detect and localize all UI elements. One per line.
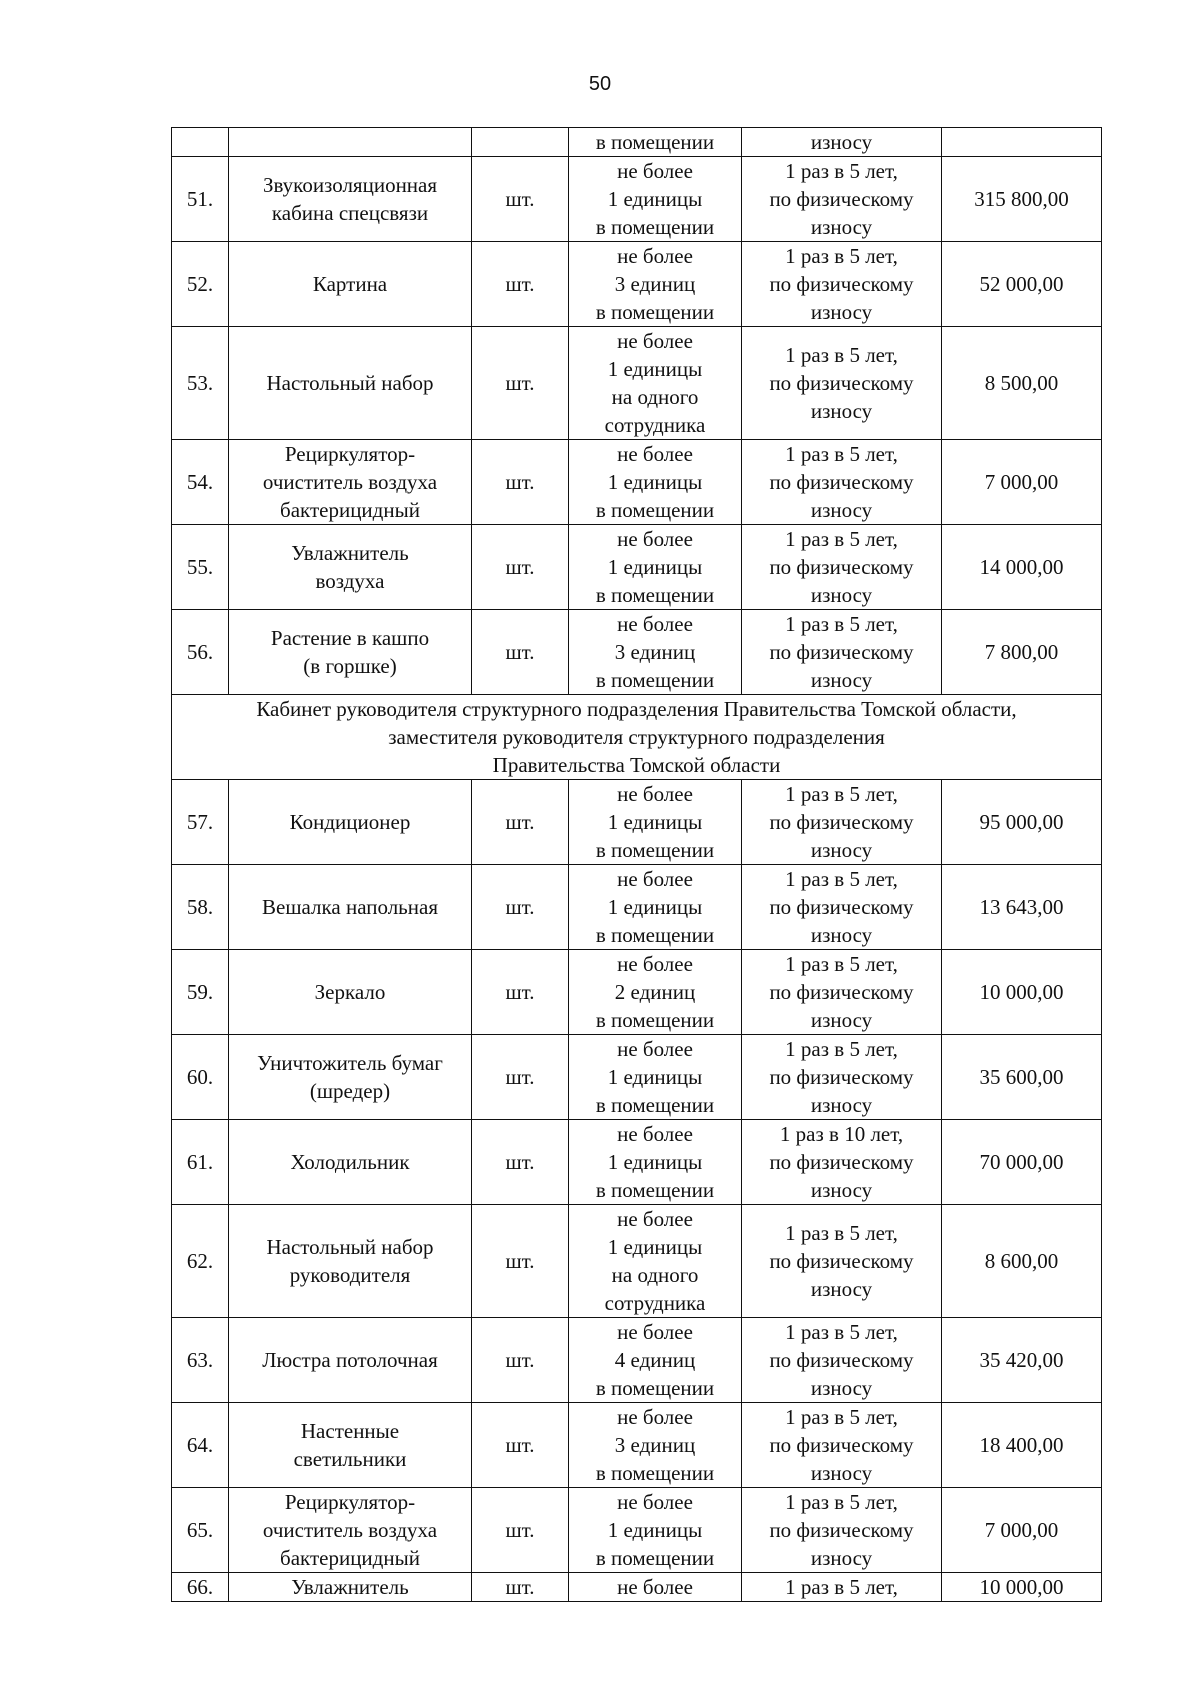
replacement-term: 1 раз в 5 лет, по физическому износу: [742, 440, 942, 525]
replacement-term: 1 раз в 5 лет, по физическому износу: [742, 950, 942, 1035]
replacement-term: 1 раз в 5 лет, по физическому износу: [742, 327, 942, 440]
replacement-term: 1 раз в 5 лет, по физическому износу: [742, 242, 942, 327]
row-number: 55.: [172, 525, 229, 610]
unit: шт.: [472, 1318, 569, 1403]
quantity: не более 4 единиц в помещении: [569, 1318, 742, 1403]
table-row: [172, 865, 1102, 950]
price: [942, 128, 1102, 157]
unit: шт.: [472, 1120, 569, 1205]
row-number: 56.: [172, 610, 229, 695]
replacement-term: 1 раз в 5 лет, по физическому износу: [742, 525, 942, 610]
quantity: не более 1 единицы в помещении: [569, 157, 742, 242]
row-number: 58.: [172, 865, 229, 950]
row-number: 52.: [172, 242, 229, 327]
item-name: Звукоизоляционная кабина спецсвязи: [229, 157, 472, 242]
replacement-term: 1 раз в 5 лет, по физическому износу: [742, 1205, 942, 1318]
quantity: не более 1 единицы в помещении: [569, 780, 742, 865]
unit: шт.: [472, 1035, 569, 1120]
unit: шт.: [472, 1403, 569, 1488]
row-number: 53.: [172, 327, 229, 440]
table-row: [172, 1318, 1102, 1403]
item-name: Настольный набор руководителя: [229, 1205, 472, 1318]
quantity: не более 1 единицы в помещении: [569, 1035, 742, 1120]
unit: шт.: [472, 780, 569, 865]
quantity: не более 1 единицы в помещении: [569, 525, 742, 610]
unit: шт.: [472, 525, 569, 610]
table-row: [172, 1120, 1102, 1205]
item-name: Уничтожитель бумаг (шредер): [229, 1035, 472, 1120]
unit: шт.: [472, 1573, 569, 1602]
row-number: 54.: [172, 440, 229, 525]
table-row: [172, 780, 1102, 865]
unit: шт.: [472, 610, 569, 695]
item-name: Растение в кашпо (в горшке): [229, 610, 472, 695]
table-row: [172, 157, 1102, 242]
quantity: не более 3 единиц в помещении: [569, 610, 742, 695]
row-number: 64.: [172, 1403, 229, 1488]
price: 315 800,00: [942, 157, 1102, 242]
unit: шт.: [472, 157, 569, 242]
item-name: Увлажнитель: [229, 1573, 472, 1602]
row-number: [172, 128, 229, 157]
quantity: не более 1 единицы в помещении: [569, 1120, 742, 1205]
item-name: Холодильник: [229, 1120, 472, 1205]
table-row: [172, 1573, 1102, 1602]
row-number: 65.: [172, 1488, 229, 1573]
replacement-term: 1 раз в 5 лет, по физическому износу: [742, 157, 942, 242]
price: 52 000,00: [942, 242, 1102, 327]
quantity: не более 1 единицы в помещении: [569, 1488, 742, 1573]
item-name: [229, 128, 472, 157]
quantity: в помещении: [569, 128, 742, 157]
replacement-term: 1 раз в 5 лет, по физическому износу: [742, 865, 942, 950]
table-row: [172, 1035, 1102, 1120]
item-name: Зеркало: [229, 950, 472, 1035]
section-row: [172, 695, 1102, 780]
row-number: 61.: [172, 1120, 229, 1205]
price: 10 000,00: [942, 950, 1102, 1035]
row-number: 60.: [172, 1035, 229, 1120]
row-number: 51.: [172, 157, 229, 242]
table-row: [172, 242, 1102, 327]
section-header: [172, 695, 1102, 780]
table-row: [172, 128, 1102, 157]
price: 8 600,00: [942, 1205, 1102, 1318]
quantity: не более 1 единицы на одного сотрудника: [569, 327, 742, 440]
item-name: Картина: [229, 242, 472, 327]
item-name: Рециркулятор- очиститель воздуха бактерицидный: [229, 440, 472, 525]
quantity: не более: [569, 1573, 742, 1602]
price: 7 000,00: [942, 440, 1102, 525]
price: 35 600,00: [942, 1035, 1102, 1120]
price: 14 000,00: [942, 525, 1102, 610]
item-name: Кондиционер: [229, 780, 472, 865]
unit: шт.: [472, 1205, 569, 1318]
quantity: не более 1 единицы в помещении: [569, 440, 742, 525]
price: 95 000,00: [942, 780, 1102, 865]
table-body-after-section: [172, 780, 1102, 1602]
price: 18 400,00: [942, 1403, 1102, 1488]
row-number: 62.: [172, 1205, 229, 1318]
item-name: Люстра потолочная: [229, 1318, 472, 1403]
replacement-term: 1 раз в 5 лет, по физическому износу: [742, 610, 942, 695]
table-row: [172, 327, 1102, 440]
unit: шт.: [472, 1488, 569, 1573]
table-row: [172, 440, 1102, 525]
price: 13 643,00: [942, 865, 1102, 950]
replacement-term: износу: [742, 128, 942, 157]
item-name: Вешалка напольная: [229, 865, 472, 950]
page-number: 50: [588, 73, 612, 95]
unit: [472, 128, 569, 157]
item-name: Настольный набор: [229, 327, 472, 440]
item-name: Настенные светильники: [229, 1403, 472, 1488]
row-number: 63.: [172, 1318, 229, 1403]
table-row: [172, 525, 1102, 610]
replacement-term: 1 раз в 5 лет, по физическому износу: [742, 1318, 942, 1403]
section-title: Кабинет руководителя структурного подразделения Правительства Томской области, заместителя руководителя структурного подразделения Правительства Томской области: [172, 695, 1102, 780]
unit: шт.: [472, 242, 569, 327]
table-row: [172, 950, 1102, 1035]
table-row: [172, 1488, 1102, 1573]
table-row: [172, 610, 1102, 695]
row-number: 57.: [172, 780, 229, 865]
unit: шт.: [472, 865, 569, 950]
price: 70 000,00: [942, 1120, 1102, 1205]
quantity: не более 1 единицы на одного сотрудника: [569, 1205, 742, 1318]
quantity: не более 1 единицы в помещении: [569, 865, 742, 950]
replacement-term: 1 раз в 10 лет, по физическому износу: [742, 1120, 942, 1205]
row-number: 66.: [172, 1573, 229, 1602]
replacement-term: 1 раз в 5 лет, по физическому износу: [742, 1403, 942, 1488]
replacement-term: 1 раз в 5 лет, по физическому износу: [742, 1488, 942, 1573]
replacement-term: 1 раз в 5 лет, по физическому износу: [742, 1035, 942, 1120]
unit: шт.: [472, 327, 569, 440]
unit: шт.: [472, 440, 569, 525]
quantity: не более 3 единиц в помещении: [569, 1403, 742, 1488]
row-number: 59.: [172, 950, 229, 1035]
price: 7 800,00: [942, 610, 1102, 695]
table-row: [172, 1403, 1102, 1488]
norms-table: [171, 127, 1102, 1602]
price: 7 000,00: [942, 1488, 1102, 1573]
unit: шт.: [472, 950, 569, 1035]
price: 8 500,00: [942, 327, 1102, 440]
price: 35 420,00: [942, 1318, 1102, 1403]
price: 10 000,00: [942, 1573, 1102, 1602]
item-name: Рециркулятор- очиститель воздуха бактерицидный: [229, 1488, 472, 1573]
quantity: не более 3 единиц в помещении: [569, 242, 742, 327]
item-name: Увлажнитель воздуха: [229, 525, 472, 610]
quantity: не более 2 единиц в помещении: [569, 950, 742, 1035]
table-row: [172, 1205, 1102, 1318]
replacement-term: 1 раз в 5 лет,: [742, 1573, 942, 1602]
table-body-before-section: [172, 128, 1102, 695]
replacement-term: 1 раз в 5 лет, по физическому износу: [742, 780, 942, 865]
